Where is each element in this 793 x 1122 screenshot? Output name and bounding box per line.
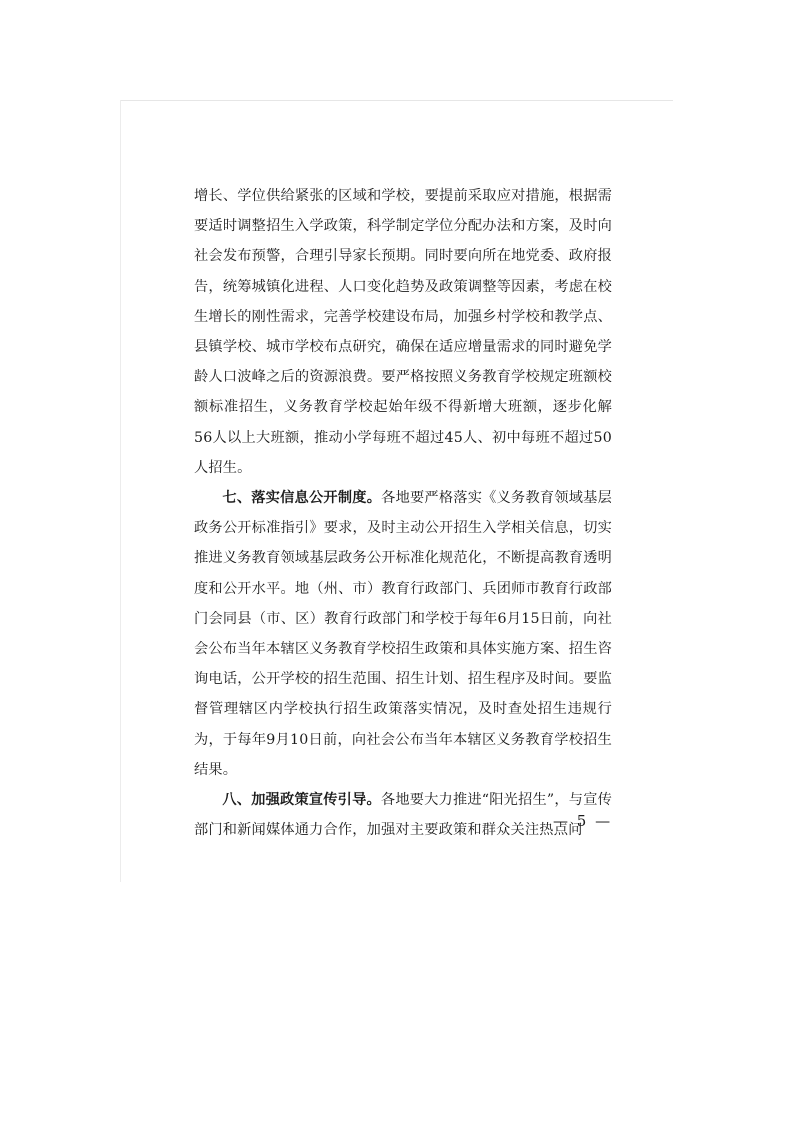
paragraph-continued <box>194 181 612 483</box>
paragraph-section-7 <box>194 483 612 785</box>
paragraph-text: 各地要严格落实《义务教育领域基层政务公开标准指引》要求，及时主动公开招生入学相关信息，切实推进义务教育领域基层政务公开标准化规范化，不断提高教育透明度和公开水平。地（州、市）教育行政部门、兵团师市教育行政部门会同县（市、区）教育行政部门和学校于每年6月15日前，向社会公布当年本辖区义务教育学校招生政策和具体实施方案、招生咨询电话，公开学校的招生范围、招生计划、招生程序及时间。要监督管理辖区内学校执行招生政策落实情况，及时查处招生违规行为，于每年9月10日前，向社会公布当年本辖区义务教育学校招生结果。 <box>194 490 612 778</box>
paragraph-section-8 <box>194 785 612 845</box>
section-heading: 八、加强政策宣传引导。 <box>222 792 381 809</box>
paragraph-text: 各地要大力推进“阳光招生”，与宣传部门和新闻媒体通力合作，加强对主要政策和群众关注热点问 <box>194 792 612 839</box>
document-body <box>194 181 612 845</box>
page-number: — 5 — <box>553 812 613 830</box>
scan-edge-left <box>120 100 121 882</box>
scan-edge-top <box>120 100 673 101</box>
section-heading: 七、落实信息公开制度。 <box>222 490 382 507</box>
paragraph-text: 增长、学位供给紧张的区域和学校，要提前采取应对措施，根据需要适时调整招生入学政策，科学制定学位分配办法和方案，及时向社会发布预警，合理引导家长预期。同时要向所在地党委、政府报告，统筹城镇化进程、人口变化趋势及政策调整等因素，考虑在校生增长的刚性需求，完善学校建设布局，加强乡村学校和教学点、县镇学校、城市学校布点研究，确保在适应增量需求的同时避免学龄人口波峰之后的资源浪费。要严格按照义务教育学校规定班额校额标准招生，义务教育学校起始年级不得新增大班额，逐步化解56人以上大班额，推动小学每班不超过45人、初中每班不超过50人招生。 <box>194 188 612 476</box>
